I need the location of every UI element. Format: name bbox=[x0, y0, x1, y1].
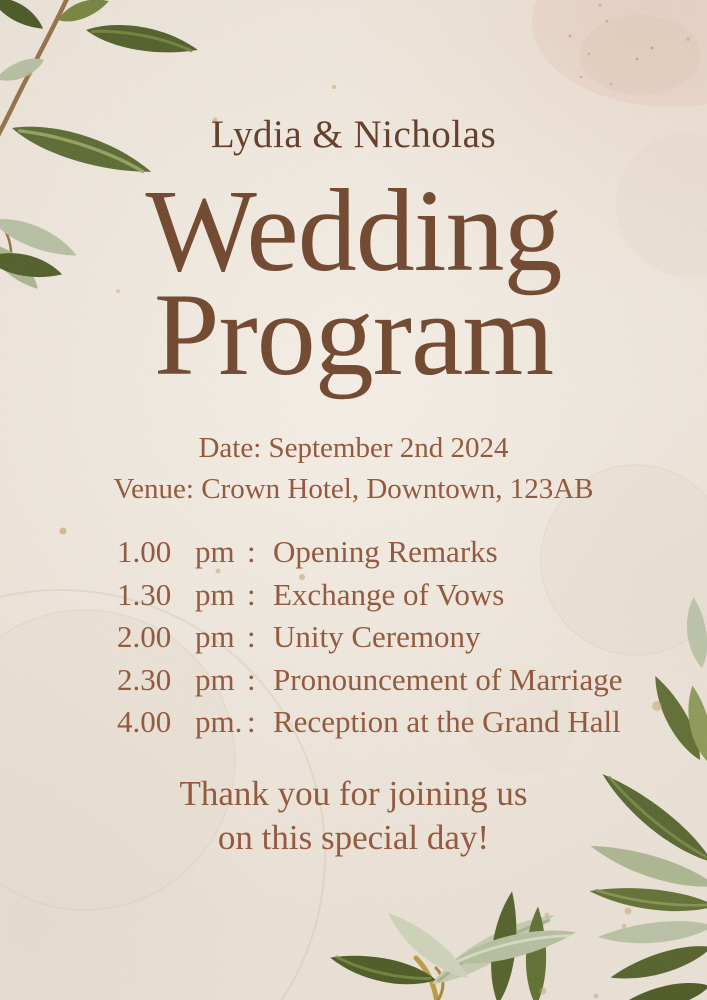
schedule-meridiem: pm. bbox=[195, 704, 243, 739]
title-line-1: Wedding bbox=[145, 165, 562, 296]
event-details bbox=[0, 428, 707, 509]
schedule-meridiem: pm bbox=[195, 576, 235, 612]
schedule-separator: : bbox=[247, 576, 256, 612]
schedule-separator: : bbox=[247, 704, 256, 739]
thank-you-message bbox=[0, 772, 707, 859]
event-date: Date: September 2nd 2024 bbox=[198, 432, 509, 464]
schedule-separator: : bbox=[247, 661, 256, 697]
title-line-2: Program bbox=[153, 268, 554, 400]
event-venue: Venue: Crown Hotel, Downtown, 123AB bbox=[113, 472, 594, 505]
schedule-item bbox=[0, 531, 707, 574]
schedule-item bbox=[0, 701, 707, 744]
schedule-meridiem: pm bbox=[195, 619, 235, 654]
schedule-meridiem: pm bbox=[195, 661, 235, 697]
schedule-activity: Pronouncement of Marriage bbox=[273, 661, 623, 697]
thank-you-line-1: Thank you for joining us bbox=[179, 774, 528, 813]
schedule-item bbox=[0, 574, 707, 617]
schedule-time: 1.00 bbox=[117, 534, 172, 569]
schedule-item bbox=[0, 616, 707, 659]
schedule-item bbox=[0, 659, 707, 702]
schedule-activity: Reception at the Grand Hall bbox=[273, 704, 621, 739]
schedule-time: 1.30 bbox=[117, 576, 172, 612]
thank-you-line-2: on this special day! bbox=[217, 817, 490, 857]
schedule-time: 2.00 bbox=[117, 619, 172, 654]
couple-names: Lydia & Nicholas bbox=[210, 113, 497, 156]
page-title bbox=[0, 165, 707, 400]
schedule-time: 2.30 bbox=[117, 661, 172, 697]
schedule-activity: Unity Ceremony bbox=[273, 619, 481, 654]
schedule-separator: : bbox=[247, 619, 256, 654]
schedule-time: 4.00 bbox=[117, 704, 172, 739]
schedule-activity: Opening Remarks bbox=[273, 534, 498, 569]
schedule-list bbox=[0, 531, 707, 744]
schedule-meridiem: pm bbox=[195, 534, 235, 569]
schedule-separator: : bbox=[247, 534, 256, 569]
schedule-activity: Exchange of Vows bbox=[273, 576, 505, 612]
